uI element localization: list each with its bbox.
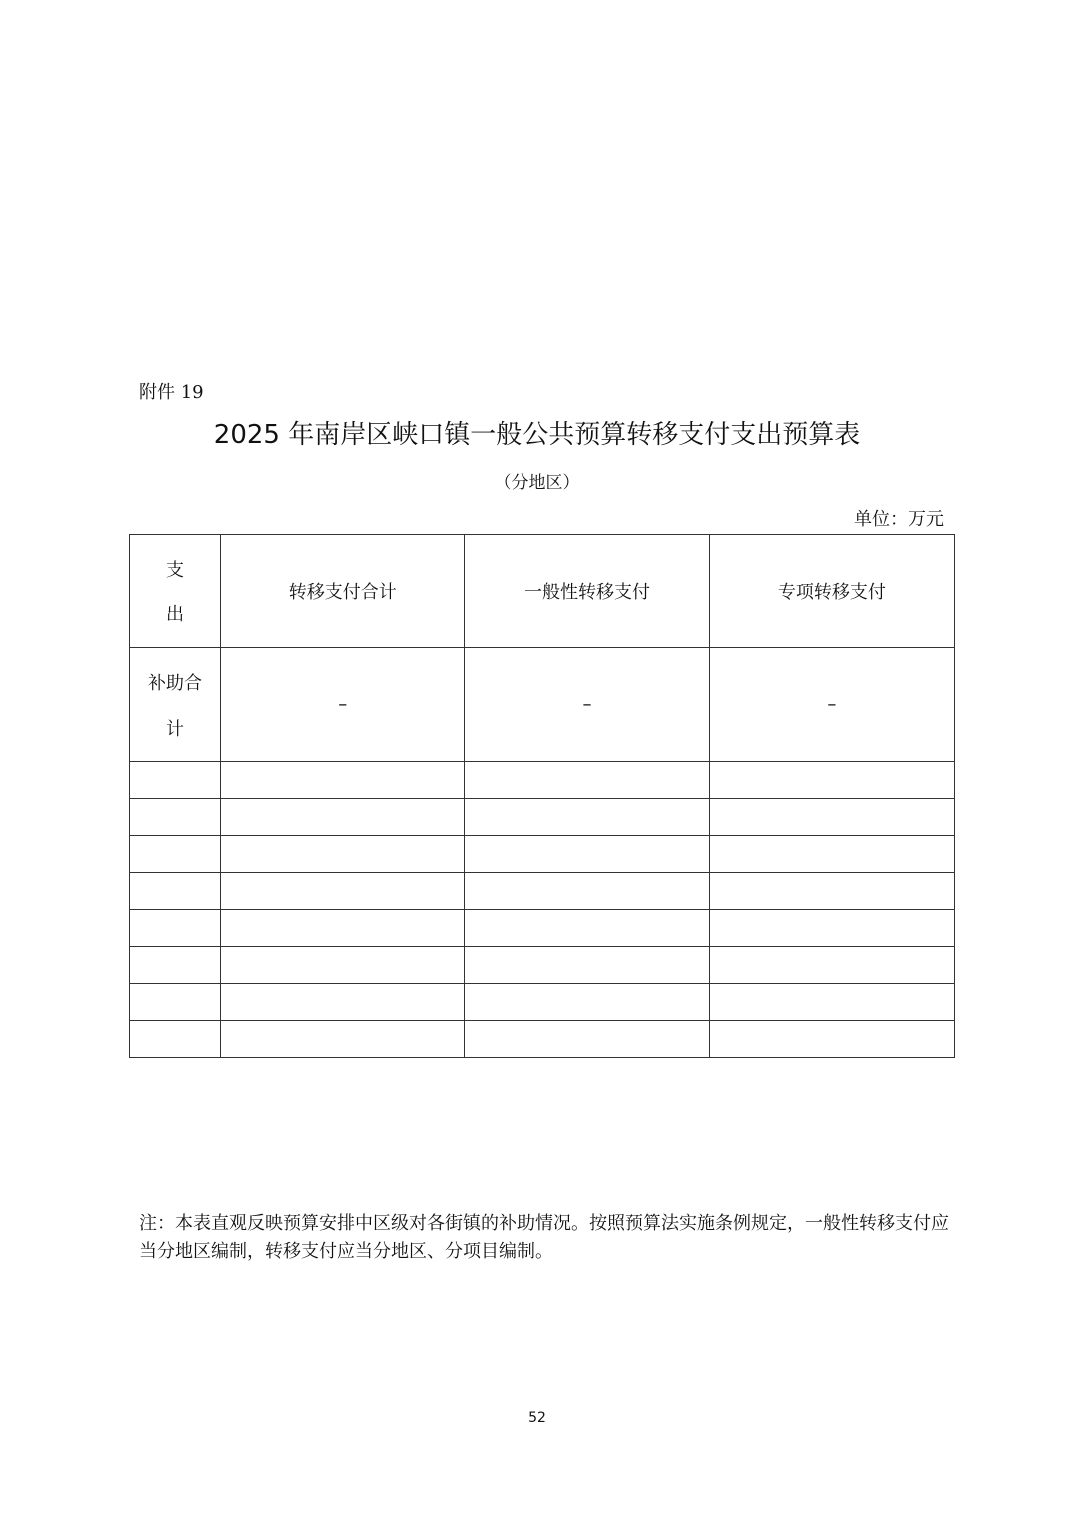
total-row: [130, 648, 955, 762]
table-cell: [709, 762, 954, 799]
table-row: [130, 799, 955, 836]
footnote: 注：本表直观反映预算安排中区级对各街镇的补助情况。按照预算法实施条例规定，一般性转移支付应当分地区编制，转移支付应当分地区、分项目编制。: [139, 1213, 949, 1262]
table-row: [130, 984, 955, 1021]
page-number: 52: [528, 1410, 546, 1426]
table-cell: [465, 799, 709, 836]
table-cell: [221, 947, 465, 984]
table-cell: [709, 873, 954, 910]
table-cell: [709, 910, 954, 947]
unit-label: 单位：万元: [854, 509, 944, 530]
table-cell: [709, 947, 954, 984]
header-expenditure-line2: 出: [166, 604, 185, 625]
table-cell: [130, 873, 221, 910]
table-cell: [130, 910, 221, 947]
header-cell-expenditure: [130, 535, 221, 648]
page-subtitle: （分地区）: [494, 473, 580, 493]
total-label-line2: 计: [166, 718, 185, 740]
table-row: [130, 873, 955, 910]
table-cell: [221, 799, 465, 836]
budget-table: [129, 534, 955, 1058]
header-cell-special-transfer: 专项转移支付: [709, 535, 954, 648]
table-cell: [465, 873, 709, 910]
table-cell: [465, 762, 709, 799]
table-cell: [221, 984, 465, 1021]
table-cell: [221, 836, 465, 873]
attachment-label: 附件 19: [139, 382, 204, 403]
table-cell: [465, 947, 709, 984]
table-row: [130, 762, 955, 799]
table-row: [130, 1021, 955, 1058]
table-cell: [130, 836, 221, 873]
table-cell: [221, 1021, 465, 1058]
page-title: 2025 年南岸区峡口镇一般公共预算转移支付支出预算表: [213, 420, 861, 450]
table-cell: [709, 984, 954, 1021]
table-row: [130, 947, 955, 984]
total-label-line1: 补助合: [148, 672, 203, 694]
table-cell: [465, 1021, 709, 1058]
table-cell: [465, 910, 709, 947]
table-cell: [465, 836, 709, 873]
table-cell: [709, 799, 954, 836]
total-special-value: –: [709, 648, 954, 762]
total-general-value: –: [465, 648, 709, 762]
table-cell: [709, 1021, 954, 1058]
total-transfer-value: –: [221, 648, 465, 762]
table-cell: [130, 799, 221, 836]
table-cell: [221, 762, 465, 799]
table-row: [130, 836, 955, 873]
table-cell: [709, 836, 954, 873]
table-cell: [130, 1021, 221, 1058]
table-cell: [130, 947, 221, 984]
header-cell-transfer-total: 转移支付合计: [221, 535, 465, 648]
header-expenditure-line1: 支: [166, 560, 185, 581]
table-cell: [130, 762, 221, 799]
total-label-cell: [130, 648, 221, 762]
table-cell: [221, 873, 465, 910]
table-cell: [465, 984, 709, 1021]
header-cell-general-transfer: 一般性转移支付: [465, 535, 709, 648]
table-cell: [221, 910, 465, 947]
table-header-row: [130, 535, 955, 648]
table-row: [130, 910, 955, 947]
table-cell: [130, 984, 221, 1021]
